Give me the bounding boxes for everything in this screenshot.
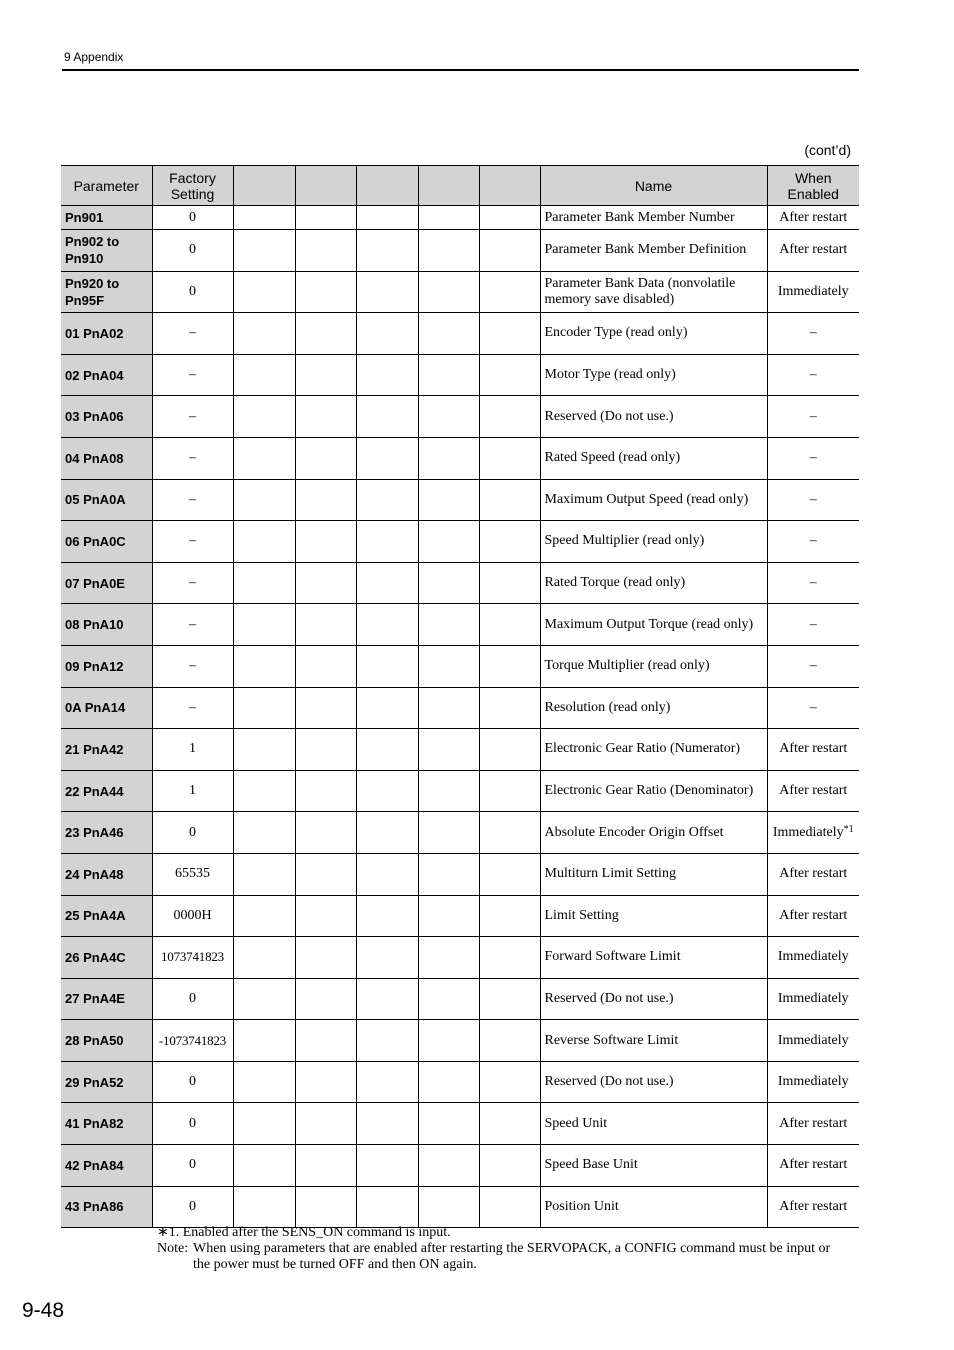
parameter-cell: 02 PnA04: [61, 354, 152, 396]
col-header-when-enabled: [767, 166, 859, 206]
when-enabled-value: –: [809, 658, 817, 674]
table-row: [61, 206, 859, 230]
name-cell: Limit Setting: [540, 895, 767, 937]
table-row: [61, 645, 859, 687]
blank-cell: [418, 645, 479, 687]
blank-cell: [233, 479, 295, 521]
name-cell: Reserved (Do not use.): [540, 396, 767, 438]
factory-setting-cell: –: [152, 479, 233, 521]
parameter-cell: 0A PnA14: [61, 687, 152, 729]
blank-cell: [418, 687, 479, 729]
name-cell: Resolution (read only): [540, 687, 767, 729]
when-enabled-cell: [767, 770, 859, 812]
factory-setting-cell: –: [152, 645, 233, 687]
blank-cell: [356, 1103, 418, 1145]
blank-cell: [233, 313, 295, 355]
when-enabled-cell: [767, 978, 859, 1020]
blank-cell: [295, 978, 356, 1020]
blank-cell: [418, 1020, 479, 1062]
table-row: [61, 1145, 859, 1187]
blank-cell: [479, 396, 540, 438]
blank-cell: [295, 895, 356, 937]
parameter-cell: 24 PnA48: [61, 853, 152, 895]
blank-cell: [233, 853, 295, 895]
name-cell: Rated Speed (read only): [540, 437, 767, 479]
blank-cell: [295, 521, 356, 563]
when-enabled-value: –: [809, 408, 817, 424]
factory-setting-cell: 0: [152, 271, 233, 313]
table-row: [61, 853, 859, 895]
when-enabled-value: After restart: [779, 1157, 848, 1173]
blank-cell: [479, 521, 540, 563]
blank-cell: [479, 770, 540, 812]
when-enabled-value: Immediately: [777, 1032, 849, 1048]
blank-cell: [295, 313, 356, 355]
when-enabled-value: After restart: [779, 242, 848, 258]
when-enabled-value: Immediately: [772, 825, 844, 841]
when-enabled-value: After restart: [779, 866, 848, 882]
blank-cell: [356, 1186, 418, 1228]
when-enabled-value: –: [809, 450, 817, 466]
blank-cell: [479, 645, 540, 687]
when-enabled-value: After restart: [779, 907, 848, 923]
factory-setting-cell: –: [152, 396, 233, 438]
blank-cell: [356, 1145, 418, 1187]
table-row: [61, 562, 859, 604]
parameter-cell: 29 PnA52: [61, 1061, 152, 1103]
blank-cell: [479, 1103, 540, 1145]
header-rule: [62, 69, 859, 71]
when-enabled-value: –: [809, 575, 817, 591]
name-cell: Speed Multiplier (read only): [540, 521, 767, 563]
factory-setting-cell: –: [152, 604, 233, 646]
name-cell: Absolute Encoder Origin Offset: [540, 812, 767, 854]
blank-cell: [356, 645, 418, 687]
parameter-cell: 09 PnA12: [61, 645, 152, 687]
blank-cell: [479, 687, 540, 729]
when-enabled-value: Immediately: [777, 949, 849, 965]
footnote-ref: *1: [843, 824, 854, 836]
note-line-2: the power must be turned OFF and then ON again.: [193, 1257, 477, 1272]
name-cell: Encoder Type (read only): [540, 313, 767, 355]
when-enabled-value: –: [809, 616, 817, 632]
name-cell: Motor Type (read only): [540, 354, 767, 396]
blank-cell: [418, 1103, 479, 1145]
table-row: [61, 437, 859, 479]
blank-cell: [356, 396, 418, 438]
blank-cell: [295, 1061, 356, 1103]
when-enabled-cell: [767, 729, 859, 771]
parameter-cell: 01 PnA02: [61, 313, 152, 355]
blank-cell: [295, 230, 356, 272]
factory-setting-cell: 1: [152, 729, 233, 771]
table-row: [61, 687, 859, 729]
when-enabled-cell: [767, 206, 859, 230]
col-header-blank-1: [233, 166, 295, 206]
note-label: Note:: [157, 1241, 189, 1256]
when-enabled-value: Immediately: [777, 283, 849, 299]
parameter-cell: 07 PnA0E: [61, 562, 152, 604]
blank-cell: [479, 479, 540, 521]
blank-cell: [418, 562, 479, 604]
name-cell: Parameter Bank Member Number: [540, 206, 767, 230]
blank-cell: [479, 604, 540, 646]
blank-cell: [418, 396, 479, 438]
factory-setting-cell: 0: [152, 1103, 233, 1145]
name-cell: Electronic Gear Ratio (Numerator): [540, 729, 767, 771]
name-cell: Reserved (Do not use.): [540, 978, 767, 1020]
blank-cell: [295, 604, 356, 646]
blank-cell: [233, 937, 295, 979]
blank-cell: [479, 1145, 540, 1187]
when-enabled-cell: [767, 853, 859, 895]
table-row: [61, 1061, 859, 1103]
blank-cell: [418, 853, 479, 895]
blank-cell: [479, 206, 540, 230]
blank-cell: [479, 729, 540, 771]
parameter-cell: 28 PnA50: [61, 1020, 152, 1062]
blank-cell: [356, 895, 418, 937]
factory-setting-cell: 0: [152, 1186, 233, 1228]
blank-cell: [356, 479, 418, 521]
factory-setting-cell: –: [152, 354, 233, 396]
factory-setting-cell: –: [152, 562, 233, 604]
blank-cell: [233, 812, 295, 854]
blank-cell: [356, 770, 418, 812]
blank-cell: [418, 271, 479, 313]
blank-cell: [295, 729, 356, 771]
continued-label: (cont’d): [804, 142, 851, 158]
blank-cell: [295, 1020, 356, 1062]
when-enabled-value: After restart: [779, 783, 848, 799]
name-cell: Forward Software Limit: [540, 937, 767, 979]
blank-cell: [356, 271, 418, 313]
col-header-blank-2: [295, 166, 356, 206]
when-enabled-cell: [767, 645, 859, 687]
blank-cell: [233, 1061, 295, 1103]
name-cell: Speed Unit: [540, 1103, 767, 1145]
blank-cell: [479, 354, 540, 396]
blank-cell: [356, 437, 418, 479]
blank-cell: [233, 770, 295, 812]
name-cell: Speed Base Unit: [540, 1145, 767, 1187]
blank-cell: [479, 1186, 540, 1228]
blank-cell: [295, 1145, 356, 1187]
blank-cell: [233, 271, 295, 313]
when-enabled-value: After restart: [779, 1198, 848, 1214]
name-cell: Maximum Output Torque (read only): [540, 604, 767, 646]
when-enabled-cell: [767, 313, 859, 355]
when-enabled-cell: [767, 687, 859, 729]
table-row: [61, 313, 859, 355]
parameter-table: [61, 165, 859, 1228]
blank-cell: [479, 853, 540, 895]
parameter-cell: 26 PnA4C: [61, 937, 152, 979]
blank-cell: [356, 313, 418, 355]
blank-cell: [233, 1020, 295, 1062]
col-header-factory-setting-label: Factory Setting: [169, 169, 216, 202]
when-enabled-value: Immediately: [777, 990, 849, 1006]
name-cell: Position Unit: [540, 1186, 767, 1228]
factory-setting-cell: 65535: [152, 853, 233, 895]
table-row: [61, 230, 859, 272]
blank-cell: [233, 206, 295, 230]
when-enabled-value: –: [809, 491, 817, 507]
blank-cell: [356, 1061, 418, 1103]
name-cell: Torque Multiplier (read only): [540, 645, 767, 687]
blank-cell: [418, 521, 479, 563]
blank-cell: [418, 354, 479, 396]
table-row: [61, 1186, 859, 1228]
when-enabled-cell: [767, 937, 859, 979]
factory-setting-cell: 0: [152, 978, 233, 1020]
name-cell: Parameter Bank Member Definition: [540, 230, 767, 272]
when-enabled-value: After restart: [779, 1115, 848, 1131]
blank-cell: [356, 206, 418, 230]
name-cell: Electronic Gear Ratio (Denominator): [540, 770, 767, 812]
factory-setting-cell: 0: [152, 206, 233, 230]
table-header-row: [61, 166, 859, 206]
table-row: [61, 937, 859, 979]
when-enabled-cell: [767, 562, 859, 604]
col-header-parameter: Parameter: [61, 166, 152, 206]
blank-cell: [233, 604, 295, 646]
parameter-cell: 27 PnA4E: [61, 978, 152, 1020]
when-enabled-value: –: [809, 367, 817, 383]
when-enabled-cell: [767, 604, 859, 646]
blank-cell: [418, 1145, 479, 1187]
blank-cell: [479, 230, 540, 272]
parameter-cell: 25 PnA4A: [61, 895, 152, 937]
blank-cell: [356, 230, 418, 272]
blank-cell: [418, 937, 479, 979]
blank-cell: [295, 479, 356, 521]
col-header-blank-5: [479, 166, 540, 206]
factory-setting-cell: 0000H: [152, 895, 233, 937]
name-cell: Reserved (Do not use.): [540, 1061, 767, 1103]
blank-cell: [295, 812, 356, 854]
factory-setting-cell: 0: [152, 1061, 233, 1103]
table-body: [61, 206, 859, 1228]
table-row: [61, 396, 859, 438]
blank-cell: [233, 354, 295, 396]
blank-cell: [356, 729, 418, 771]
blank-cell: [479, 895, 540, 937]
when-enabled-value: –: [809, 533, 817, 549]
when-enabled-cell: [767, 1020, 859, 1062]
parameter-cell: 03 PnA06: [61, 396, 152, 438]
when-enabled-cell: [767, 271, 859, 313]
col-header-factory-setting: [152, 166, 233, 206]
when-enabled-cell: [767, 521, 859, 563]
blank-cell: [233, 1103, 295, 1145]
blank-cell: [233, 437, 295, 479]
blank-cell: [356, 853, 418, 895]
when-enabled-cell: [767, 1061, 859, 1103]
factory-setting-cell: –: [152, 437, 233, 479]
blank-cell: [295, 271, 356, 313]
factory-setting-cell: 0: [152, 230, 233, 272]
blank-cell: [356, 1020, 418, 1062]
factory-setting-cell: 1: [152, 770, 233, 812]
blank-cell: [479, 271, 540, 313]
when-enabled-cell: [767, 812, 859, 854]
parameter-cell: 42 PnA84: [61, 1145, 152, 1187]
when-enabled-cell: [767, 354, 859, 396]
blank-cell: [356, 812, 418, 854]
note-line-1: When using parameters that are enabled after restarting the SERVOPACK, a CONFIG command must be input or: [193, 1241, 831, 1256]
when-enabled-cell: [767, 1103, 859, 1145]
name-cell: Maximum Output Speed (read only): [540, 479, 767, 521]
blank-cell: [295, 354, 356, 396]
blank-cell: [295, 937, 356, 979]
blank-cell: [418, 1061, 479, 1103]
blank-cell: [418, 479, 479, 521]
factory-setting-cell: -1073741823: [152, 1020, 233, 1062]
table-row: [61, 604, 859, 646]
when-enabled-cell: [767, 437, 859, 479]
parameter-cell: 06 PnA0C: [61, 521, 152, 563]
name-cell: Reverse Software Limit: [540, 1020, 767, 1062]
blank-cell: [295, 396, 356, 438]
blank-cell: [233, 521, 295, 563]
blank-cell: [418, 604, 479, 646]
parameter-cell: Pn901: [61, 206, 152, 230]
factory-setting-cell: –: [152, 313, 233, 355]
blank-cell: [295, 645, 356, 687]
col-header-blank-3: [356, 166, 418, 206]
blank-cell: [233, 1186, 295, 1228]
table-row: [61, 729, 859, 771]
parameter-cell: 04 PnA08: [61, 437, 152, 479]
when-enabled-value: Immediately: [777, 1074, 849, 1090]
parameter-cell: 43 PnA86: [61, 1186, 152, 1228]
blank-cell: [418, 812, 479, 854]
parameter-cell: Pn902 to Pn910: [61, 230, 152, 272]
when-enabled-cell: [767, 895, 859, 937]
blank-cell: [479, 937, 540, 979]
blank-cell: [233, 562, 295, 604]
when-enabled-cell: [767, 396, 859, 438]
factory-setting-cell: –: [152, 687, 233, 729]
blank-cell: [233, 230, 295, 272]
blank-cell: [418, 230, 479, 272]
blank-cell: [356, 687, 418, 729]
when-enabled-value: After restart: [779, 741, 848, 757]
when-enabled-cell: [767, 230, 859, 272]
table-row: [61, 354, 859, 396]
factory-setting-cell: 0: [152, 1145, 233, 1187]
parameter-cell: 22 PnA44: [61, 770, 152, 812]
page-number: 9-48: [22, 1299, 65, 1322]
blank-cell: [479, 437, 540, 479]
blank-cell: [233, 687, 295, 729]
blank-cell: [233, 895, 295, 937]
blank-cell: [295, 687, 356, 729]
blank-cell: [418, 729, 479, 771]
blank-cell: [233, 396, 295, 438]
blank-cell: [233, 729, 295, 771]
when-enabled-value: –: [809, 325, 817, 341]
blank-cell: [418, 895, 479, 937]
blank-cell: [479, 978, 540, 1020]
table-row: [61, 521, 859, 563]
blank-cell: [418, 206, 479, 230]
table-row: [61, 271, 859, 313]
blank-cell: [418, 978, 479, 1020]
blank-cell: [479, 1020, 540, 1062]
parameter-cell: 08 PnA10: [61, 604, 152, 646]
blank-cell: [418, 770, 479, 812]
when-enabled-cell: [767, 479, 859, 521]
blank-cell: [233, 645, 295, 687]
blank-cell: [295, 437, 356, 479]
name-cell: Rated Torque (read only): [540, 562, 767, 604]
blank-cell: [295, 770, 356, 812]
section-header: 9 Appendix: [64, 50, 124, 64]
parameter-cell: 21 PnA42: [61, 729, 152, 771]
factory-setting-cell: –: [152, 521, 233, 563]
blank-cell: [295, 853, 356, 895]
parameter-cell: 23 PnA46: [61, 812, 152, 854]
name-cell: Multiturn Limit Setting: [540, 853, 767, 895]
table-row: [61, 895, 859, 937]
note: [157, 1241, 857, 1273]
table-row: [61, 978, 859, 1020]
blank-cell: [295, 1103, 356, 1145]
blank-cell: [479, 562, 540, 604]
blank-cell: [295, 1186, 356, 1228]
table-row: [61, 1020, 859, 1062]
table-row: [61, 812, 859, 854]
parameter-cell: Pn920 to Pn95F: [61, 271, 152, 313]
when-enabled-cell: [767, 1186, 859, 1228]
table-row: [61, 770, 859, 812]
name-cell: Parameter Bank Data (nonvolatile memory save disabled): [540, 271, 767, 313]
parameter-cell: 05 PnA0A: [61, 479, 152, 521]
blank-cell: [418, 313, 479, 355]
blank-cell: [479, 1061, 540, 1103]
when-enabled-cell: [767, 1145, 859, 1187]
blank-cell: [356, 604, 418, 646]
blank-cell: [479, 812, 540, 854]
factory-setting-cell: 0: [152, 812, 233, 854]
blank-cell: [233, 1145, 295, 1187]
blank-cell: [356, 978, 418, 1020]
col-header-when-enabled-label: When Enabled: [787, 169, 839, 202]
blank-cell: [295, 206, 356, 230]
blank-cell: [418, 437, 479, 479]
blank-cell: [356, 562, 418, 604]
blank-cell: [356, 521, 418, 563]
when-enabled-value: –: [809, 699, 817, 715]
blank-cell: [233, 978, 295, 1020]
when-enabled-value: After restart: [779, 209, 848, 225]
parameter-cell: 41 PnA82: [61, 1103, 152, 1145]
col-header-name: Name: [540, 166, 767, 206]
table-row: [61, 479, 859, 521]
blank-cell: [356, 937, 418, 979]
blank-cell: [479, 313, 540, 355]
table-row: [61, 1103, 859, 1145]
blank-cell: [356, 354, 418, 396]
blank-cell: [295, 562, 356, 604]
col-header-blank-4: [418, 166, 479, 206]
factory-setting-cell: 1073741823: [152, 937, 233, 979]
footnote: ∗1. Enabled after the SENS_ON command is input.: [157, 1225, 451, 1240]
blank-cell: [418, 1186, 479, 1228]
